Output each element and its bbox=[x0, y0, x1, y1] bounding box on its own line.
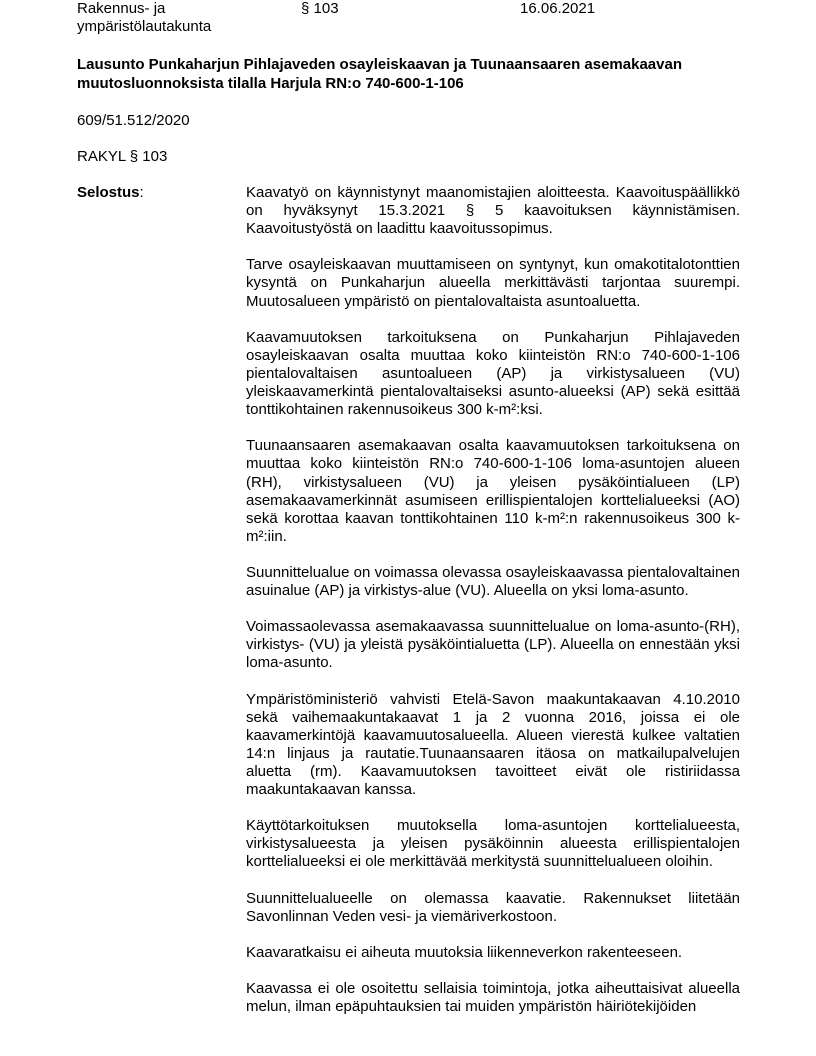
meeting-date: 16.06.2021 bbox=[520, 0, 596, 17]
paragraph: Suunnittelualue on voimassa olevassa osayleiskaavassa pientalovaltainen asuinalue (AP) ja virkistys-alue (VU). Alueella on yksi loma-asunto. bbox=[246, 563, 740, 600]
paragraph: Kaavaratkaisu ei aiheuta muutoksia liikenneverkon rakenteeseen. bbox=[246, 943, 683, 961]
paragraph: Kaavamuutoksen tarkoituksena on Punkaharjun Pihlajaveden osayleiskaavan osalta muuttaa koko kiinteistön RN:o 740-600-1-106 pientalovaltaisen asuntoalueen (AP) ja virkistysalueen (VU) yleiskaavamerkintä pientalovaltaiseksi asunto-alueeksi (AP) sekä esittää tonttikohtainen rakennusoikeus 300 k-m²:ksi. bbox=[246, 328, 740, 419]
selostus-label-text: Selostus bbox=[77, 184, 140, 201]
selostus-label bbox=[77, 184, 144, 202]
document-title bbox=[77, 55, 757, 93]
reference-number: 609/51.512/2020 bbox=[77, 112, 190, 129]
paragraph: Kaavatyö on käynnistynyt maanomistajien aloitteesta. Kaavoituspäällikkö on hyväksynyt 15.3.2021 § 5 kaavoituksen käynnistämisen. Kaavoitustyöstä on laadittu kaavoitussopimus. bbox=[246, 184, 740, 238]
paragraph: Tuunaansaaren asemakaavan osalta kaavamuutoksen tarkoituksena on muuttaa koko kiinteistön RN:o 740-600-1-106 loma-asuntojen alueen (RH), virkistysalueen (VU) ja yleisen pysäköintialueen (LP) asemakaavamerkinnät asumiseen erillispientalojen korttelialueeksi (AO) sekä korottaa kaavan tonttikohtainen 110 k-m²:n rakennusoikeus 300 k-m²:iin. bbox=[246, 437, 740, 545]
committee-name bbox=[77, 0, 277, 36]
committee-name-line2: ympäristölautakunta bbox=[77, 18, 212, 35]
paragraph: Ympäristöministeriö vahvisti Etelä-Savon maakuntakaavan 4.10.2010 sekä vaihemaakuntakaavat 1 ja 2 vuonna 2016, joissa ei ole kaavamerkintöjä kaavamuutosalueella. Alueen vierestä kulkee valtatien 14:n linjaus ja rautatie.Tuunaansaaren itäosa on matkailupalvelujen aluetta (rm). Kaavamuutoksen tavoitteet eivät ole ristiriidassa maakuntakaavan kanssa. bbox=[246, 690, 740, 799]
document-title-line1: Lausunto Punkaharjun Pihlajaveden osayleiskaavan ja Tuunaansaaren asemakaavan bbox=[77, 56, 682, 73]
paragraph: Voimassaolevassa asemakaavassa suunnittelualue on loma-asunto-(RH), virkistys- (VU) ja yleistä pysäköintialuetta (LP). Alueella on ennestään yksi loma-asunto. bbox=[246, 618, 740, 672]
paragraph: Suunnittelualueelle on olemassa kaavatie. Rakennukset liitetään Savonlinnan Veden vesi- ja viemäriverkostoon. bbox=[246, 889, 740, 925]
reference-section: RAKYL § 103 bbox=[77, 148, 168, 165]
paragraph: Kaavassa ei ole osoitettu sellaisia toimintoja, jotka aiheuttaisivat alueella melun, ilman epäpuhtauksien tai muiden ympäristön häiriötekijöiden bbox=[246, 980, 740, 1016]
paragraph: Tarve osayleiskaavan muuttamiseen on syntynyt, kun omakotitalotonttien kysyntä on Punkaharjun alueella merkittävästi tarjontaa suurempi. Muutosalueen ympäristö on pientalovaltaista asuntoaluetta. bbox=[246, 256, 740, 310]
document-title-line2: muutosluonnoksista tilalla Harjula RN:o 740-600-1-106 bbox=[77, 75, 464, 92]
selostus-body bbox=[246, 184, 740, 1034]
paragraph: Käyttötarkoituksen muutoksella loma-asuntojen korttelialueesta, virkistysalueesta ja yleisen pysäköinnin alueesta erillispientalojen korttelialueeksi ei ole merkittävää merkitystä suunnittelualueen oloihin. bbox=[246, 817, 740, 871]
section-number: § 103 bbox=[301, 0, 339, 17]
selostus-label-colon: : bbox=[139, 184, 144, 201]
committee-name-line1: Rakennus- ja bbox=[77, 0, 166, 17]
